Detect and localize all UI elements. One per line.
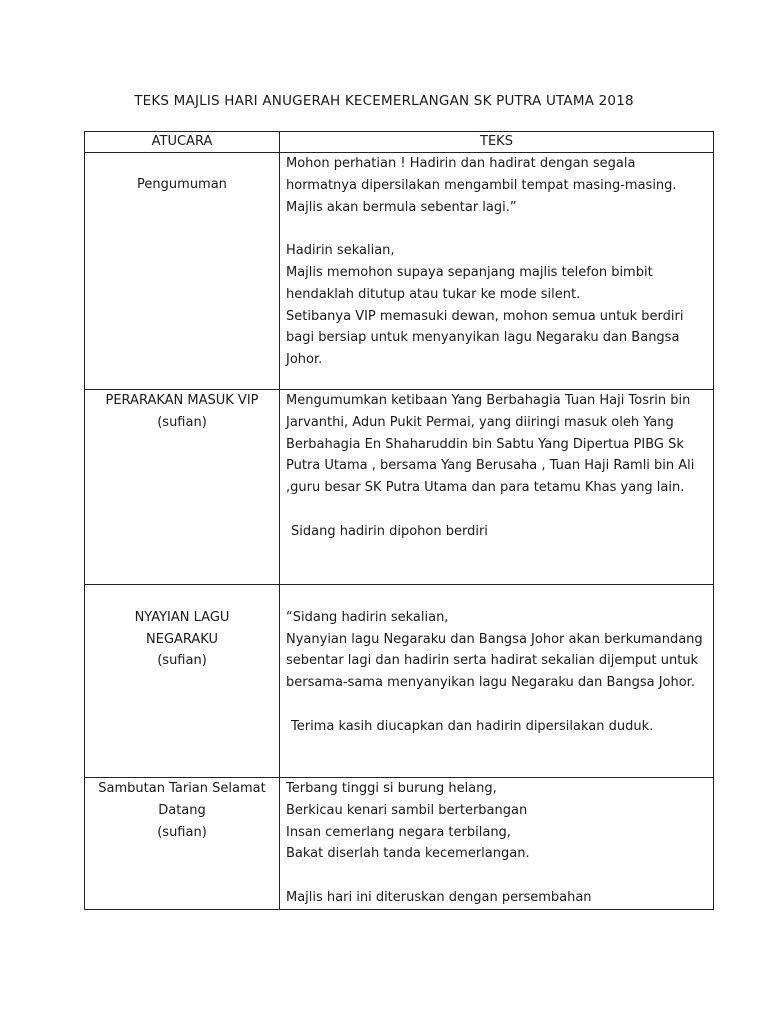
teks-paragraph: Hadirin sekalian, <box>286 243 395 259</box>
teks-paragraph: Nyanyian lagu Negaraku dan Bangsa Johor akan berkumandang sebentar lagi dan hadirin serta hadirat sekalian dijemput untuk bersama-sama menyanyikan lagu Negaraku dan Bangsa Johor. <box>286 631 703 691</box>
atucara-presenter: (sufian) <box>157 414 207 430</box>
atucara-label: Sambutan Tarian Selamat <box>98 781 266 796</box>
table-row <box>85 778 714 910</box>
teks-paragraph: “Sidang hadirin sekalian, <box>286 609 449 625</box>
table-row <box>85 153 714 390</box>
atucara-label-line2: NEGARAKU <box>146 631 218 647</box>
pantun-line: Bakat diserlah tanda kecemerlangan. <box>286 846 530 862</box>
agenda-table <box>84 131 714 910</box>
atucara-label: PERARAKAN MASUK VIP <box>105 393 259 408</box>
teks-paragraph: Setibanya VIP memasuki dewan, mohon semua untuk berdiri bagi bersiap untuk menyanyikan lagu Negaraku dan Bangsa Johor. <box>286 308 684 368</box>
teks-paragraph: Mengumumkan ketibaan Yang Berbahagia Tuan Haji Tosrin bin Jarvanthi, Adun Pukit Permai, yang diiringi masuk oleh Yang Berbahagia En Shaharuddin bin Sabtu Yang Dipertua PIBG Sk Putra Utama , bersama Yang Berusaha , Tuan Haji Ramli bin Ali ,guru besar SK Putra Utama dan para tetamu Khas yang lain. <box>286 393 695 496</box>
teks-paragraph: Majlis memohon supaya sepanjang majlis telefon bimbit hendaklah ditutup atau tukar ke mode silent. <box>286 264 653 302</box>
table-row <box>85 585 714 778</box>
teks-cell <box>280 585 714 778</box>
atucara-label: NYAYIAN LAGU <box>134 609 230 625</box>
table-row <box>85 390 714 585</box>
header-atucara: ATUCARA <box>85 132 280 153</box>
atucara-label: Pengumuman <box>137 177 227 192</box>
atucara-presenter: (sufian) <box>157 824 207 840</box>
atucara-cell <box>85 778 280 910</box>
teks-cell <box>280 778 714 910</box>
pantun-line: Insan cemerlang negara terbilang, <box>286 824 511 840</box>
atucara-cell <box>85 153 280 390</box>
document-title: TEKS MAJLIS HARI ANUGERAH KECEMERLANGAN SK PUTRA UTAMA 2018 <box>134 93 634 109</box>
atucara-cell <box>85 390 280 585</box>
atucara-cell <box>85 585 280 778</box>
header-teks: TEKS <box>280 132 714 153</box>
teks-cell <box>280 390 714 585</box>
teks-paragraph: Majlis hari ini diteruskan dengan persembahan <box>286 889 592 905</box>
atucara-label-line2: Datang <box>158 802 206 818</box>
teks-paragraph: Mohon perhatian ! Hadirin dan hadirat dengan segala hormatnya dipersilakan mengambil tempat masing-masing. Majlis akan bermula sebentar lagi.” <box>286 156 677 215</box>
teks-paragraph: Terima kasih diucapkan dan hadirin dipersilakan duduk. <box>291 718 654 734</box>
teks-paragraph: Sidang hadirin dipohon berdiri <box>291 523 488 539</box>
pantun-line: Berkicau kenari sambil berterbangan <box>286 802 528 818</box>
pantun-line: Terbang tinggi si burung helang, <box>286 781 497 796</box>
table-header-row <box>85 132 714 153</box>
teks-cell <box>280 153 714 390</box>
atucara-presenter: (sufian) <box>157 653 207 669</box>
